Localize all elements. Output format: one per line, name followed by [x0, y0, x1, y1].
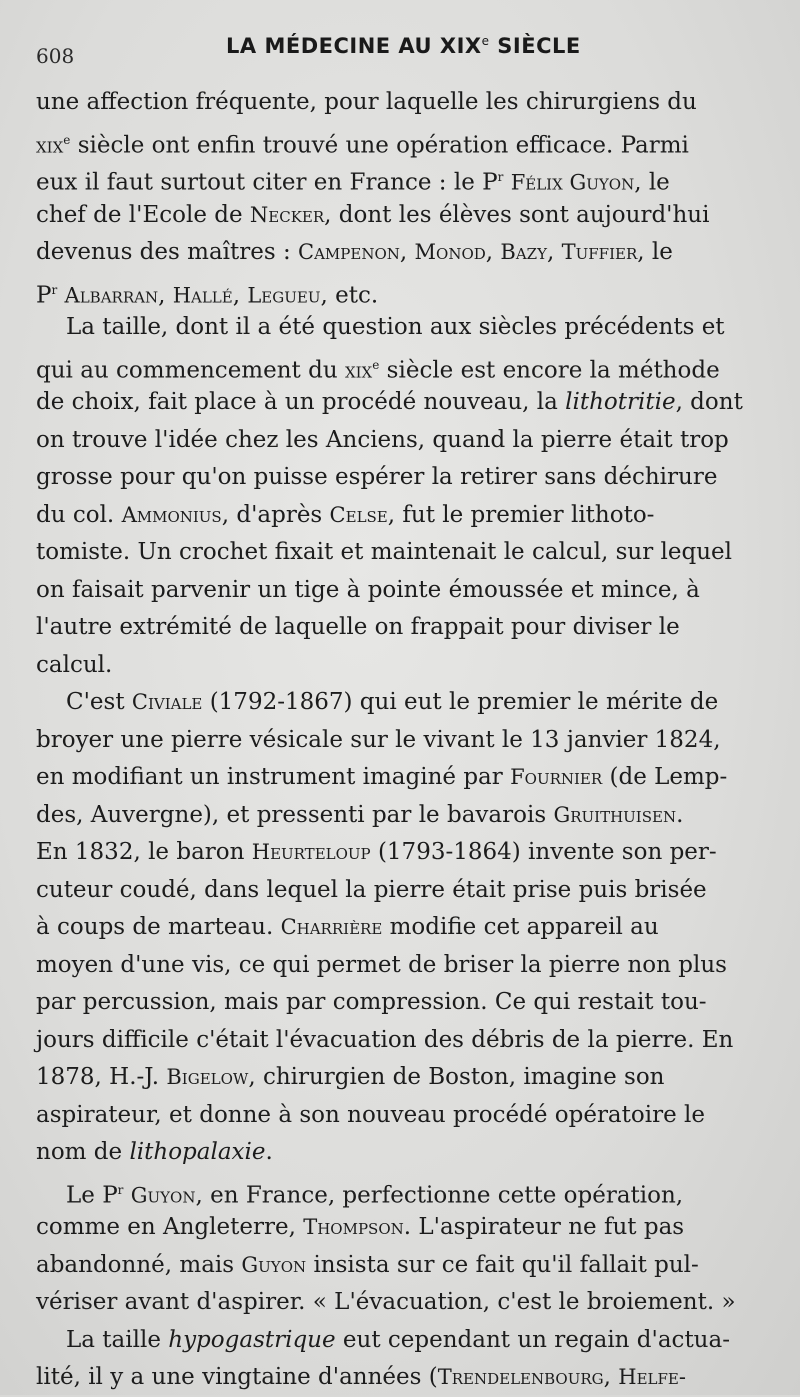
text-segment: ,	[546, 239, 562, 265]
text-line	[36, 497, 756, 535]
text-segment: aspirateur, et donne à son nouveau procédé opératoire le	[36, 1101, 705, 1128]
text-segment: , en France, perfectionne cette opération,	[195, 1182, 684, 1209]
proper-name: Thompson	[303, 1215, 404, 1239]
proper-name: Helfe-	[618, 1365, 686, 1389]
text-segment: eut cependant un regain d'actua-	[335, 1326, 730, 1353]
proper-name: Necker	[249, 202, 325, 227]
text-line	[36, 272, 756, 310]
text-segment: .	[265, 1139, 273, 1165]
text-segment: l'autre extrémité de laquelle on frappait pour diviser le	[36, 614, 680, 640]
text-segment: .	[676, 801, 684, 828]
text-segment: en modifiant un instrument imaginé par	[36, 764, 511, 790]
text-line	[36, 347, 756, 385]
text-segment: (1793-1864) invente son per-	[370, 839, 717, 865]
text-segment: , le	[637, 239, 673, 265]
proper-name: Heurteloup	[251, 840, 371, 864]
text-line	[36, 197, 756, 235]
body-text	[36, 84, 756, 1397]
text-segment: devenus des maîtres :	[36, 239, 299, 265]
text-segment	[503, 170, 510, 196]
text-line	[36, 759, 756, 797]
text-segment: ,	[399, 239, 415, 265]
text-line	[36, 84, 756, 122]
text-segment: r	[51, 282, 58, 297]
text-segment: cuteur coudé, dans lequel la pierre était prise puis brisée	[36, 876, 707, 903]
proper-name: Bazy	[500, 240, 547, 264]
proper-name: Guyon	[241, 1252, 307, 1277]
proper-name: Guyon	[130, 1183, 196, 1208]
proper-name: Celse	[329, 502, 388, 527]
text-line	[36, 1022, 756, 1060]
text-line	[36, 797, 756, 835]
proper-name: Gruithuisen	[553, 802, 677, 827]
proper-name: Campenon	[298, 240, 400, 264]
chapter-title: LA MÉDECINE AU XIXe SIÈCLE	[226, 34, 581, 58]
text-line	[36, 684, 756, 722]
proper-name: xix	[36, 133, 64, 158]
text-segment: r	[117, 1182, 124, 1197]
proper-name: Legueu	[247, 283, 321, 308]
text-segment: La taille, dont il a été question aux siècles précédents et	[66, 314, 725, 340]
text-line	[36, 947, 756, 985]
text-line	[36, 234, 756, 272]
text-segment: à coups de marteau.	[36, 914, 281, 940]
proper-name: Bigelow	[166, 1065, 249, 1089]
proper-name: Civiale	[131, 690, 203, 714]
text-segment: comme en Angleterre,	[36, 1214, 304, 1240]
proper-name: Ammonius	[121, 502, 222, 527]
text-line	[36, 872, 756, 910]
text-segment: tomiste. Un crochet fixait et maintenait le calcul, sur lequel	[36, 539, 732, 565]
text-segment: on faisait parvenir un tige à pointe émoussée et mince, à	[36, 576, 700, 603]
text-segment: des, Auvergne), et pressenti par le bavarois	[36, 801, 554, 828]
text-segment: jours difficile c'était l'évacuation des débris de la pierre. En	[36, 1026, 734, 1053]
text-segment: , le	[634, 169, 670, 196]
text-segment: Le P	[66, 1182, 118, 1209]
text-segment	[123, 1182, 130, 1208]
text-line	[36, 1097, 756, 1135]
text-segment: C'est	[66, 689, 132, 715]
text-line	[36, 309, 756, 347]
text-line	[36, 909, 756, 947]
proper-name: Hallé	[172, 283, 233, 308]
text-line	[36, 609, 756, 647]
text-line	[36, 1209, 756, 1247]
text-line	[36, 834, 756, 872]
italic-term: lithopalaxie	[129, 1139, 266, 1165]
proper-name: xix	[344, 358, 373, 383]
text-segment: e	[372, 357, 380, 372]
text-segment: 1878, H.-J.	[36, 1064, 167, 1090]
text-line	[36, 122, 756, 160]
text-segment: La taille	[66, 1326, 169, 1353]
text-segment: P	[36, 282, 52, 309]
italic-term: lithotritie	[565, 389, 676, 415]
text-segment: on trouve l'idée chez les Anciens, quand la pierre était trop	[36, 426, 729, 453]
text-line	[36, 1284, 756, 1322]
text-segment: r	[497, 170, 504, 184]
text-line	[36, 722, 756, 760]
text-segment: eux il faut surtout citer en France : le P	[36, 169, 498, 196]
text-segment: chef de l'Ecole de	[36, 201, 250, 228]
text-segment: abandonné, mais	[36, 1251, 242, 1278]
text-segment: ,	[158, 282, 173, 309]
text-line	[36, 159, 756, 197]
running-head	[36, 32, 764, 68]
text-segment: broyer une pierre vésicale sur le vivant le 13 janvier 1824,	[36, 726, 721, 753]
page-number: 608	[36, 44, 75, 68]
text-line	[36, 1059, 756, 1097]
text-segment	[57, 282, 64, 308]
proper-name: Charrière	[280, 915, 383, 939]
text-segment: nom de	[36, 1139, 130, 1165]
text-segment: siècle est encore la méthode	[379, 357, 720, 384]
text-segment: du col.	[36, 501, 122, 528]
text-segment: ,	[232, 282, 248, 309]
text-segment: qui au commencement du	[36, 357, 345, 384]
text-segment: , chirurgien de Boston, imagine son	[248, 1064, 665, 1090]
text-line	[36, 459, 756, 497]
text-line	[36, 647, 756, 685]
text-segment: vériser avant d'aspirer. « L'évacuation, c'est le broiement. »	[36, 1289, 736, 1315]
text-line	[36, 1322, 756, 1360]
proper-name: Fournier	[510, 765, 603, 789]
proper-name: Trendelenbourg	[437, 1365, 604, 1389]
text-segment: En 1832, le baron	[36, 839, 252, 865]
text-segment: modifie cet appareil au	[382, 914, 659, 940]
proper-name: Tuffier	[561, 240, 638, 264]
text-segment: lité, il y a une vingtaine d'années (	[36, 1364, 438, 1390]
proper-name: Albarran	[64, 283, 159, 308]
text-segment: . L'aspirateur ne fut pas	[403, 1214, 685, 1240]
text-segment: insista sur ce fait qu'il fallait pul-	[306, 1251, 699, 1278]
text-segment: (1792-1867) qui eut le premier le mérite de	[202, 689, 719, 715]
text-segment: une affection fréquente, pour laquelle les chirurgiens du	[36, 89, 697, 115]
text-segment: grosse pour qu'on puisse espérer la retirer sans déchirure	[36, 464, 718, 490]
text-segment: , d'après	[221, 501, 330, 528]
text-segment: , fut le premier lithoto-	[387, 501, 655, 528]
text-segment: , dont les élèves sont aujourd'hui	[324, 201, 710, 228]
text-line	[36, 1247, 756, 1285]
text-line	[36, 572, 756, 610]
text-segment: siècle ont enfin trouvé une opération efficace. Parmi	[70, 132, 689, 159]
text-segment: e	[63, 132, 71, 147]
text-segment: ,	[603, 1364, 619, 1390]
text-line	[36, 422, 756, 460]
text-line	[36, 1172, 756, 1210]
italic-term: hypogastrique	[168, 1326, 336, 1353]
text-segment: de choix, fait place à un procédé nouveau, la	[36, 389, 566, 415]
text-line	[36, 984, 756, 1022]
text-segment: (de Lemp-	[602, 764, 728, 790]
text-line	[36, 1134, 756, 1172]
text-segment: calcul.	[36, 651, 113, 678]
text-line	[36, 384, 756, 422]
text-segment: , etc.	[320, 282, 379, 309]
proper-name: Monod	[414, 240, 486, 264]
text-segment: , dont	[675, 389, 743, 415]
text-segment: moyen d'une vis, ce qui permet de briser la pierre non plus	[36, 951, 727, 978]
proper-name: Félix Guyon	[510, 170, 635, 195]
text-segment: ,	[485, 239, 501, 265]
text-segment: par percussion, mais par compression. Ce qui restait tou-	[36, 989, 707, 1015]
text-line	[36, 534, 756, 572]
text-line	[36, 1359, 756, 1397]
